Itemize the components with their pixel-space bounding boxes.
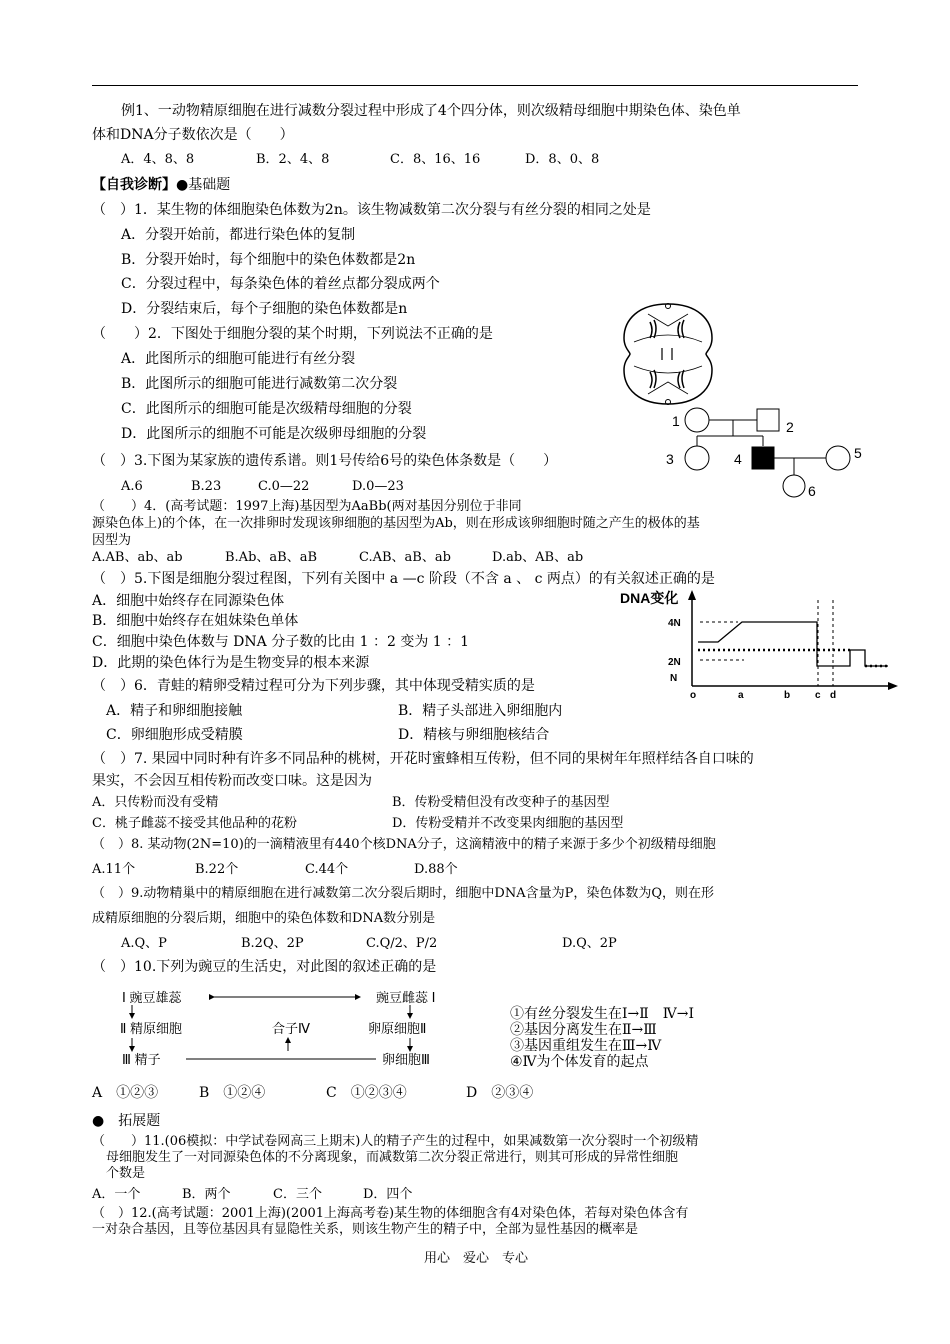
q1-option-a: A．分裂开始前，都进行染色体的复制 <box>121 227 356 243</box>
section-heading-extension: ● 拓展题 <box>92 1113 161 1129</box>
q1-stem: （ ）1．某生物的体细胞染色体数为2n。该生物减数第二次分裂与有丝分裂的相同之处是 <box>92 202 651 218</box>
q11-option-b: B．两个 <box>182 1187 231 1202</box>
example1-option-a: A．4、8、8 <box>121 152 195 167</box>
q8-stem: （ ）8. 某动物(2N=10)的一滴精液里有440个核DNA分子，这滴精液中的精子来源于多少个初级精母细胞 <box>92 837 716 852</box>
pedigree-label-4: 4 <box>734 451 742 467</box>
q6-option-c: C．卵细胞形成受精膜 <box>106 727 243 743</box>
q3-option-d: D.0—23 <box>352 479 404 494</box>
q2-option-a: A．此图所示的细胞可能进行有丝分裂 <box>121 351 356 367</box>
pedigree-label-3: 3 <box>666 451 674 467</box>
chart-title: DNA变化 <box>620 590 679 606</box>
q7-line2: 果实，不会因互相传粉而改变口味。这是因为 <box>92 773 372 789</box>
q8-option-a: A.11个 <box>92 862 136 877</box>
q12-line1: （ ）12.(高考试题：2001上海)(2001上海高考卷)某生物的体细胞含有4对染色体，若每对染色体含有 <box>92 1206 689 1221</box>
q11-line1: （ ）11.(06模拟：中学试卷网高三上期末)人的精子产生的过程中，如果减数第一次分裂时一个初级精 <box>92 1134 699 1149</box>
q8-option-d: D.88个 <box>414 862 458 877</box>
pea-life-cycle-diagram <box>110 985 480 1075</box>
example1-option-d: D．8、0、8 <box>525 152 600 167</box>
q9-option-d: D.Q、2P <box>562 936 617 951</box>
section-label: ●基础题 <box>176 177 231 193</box>
q10-option-d: D ②③④ <box>466 1085 534 1101</box>
top-rule <box>92 85 858 86</box>
q7-option-a: A．只传粉而没有受精 <box>92 795 219 810</box>
pedigree-label-2: 2 <box>786 419 794 435</box>
q9-line1: （ ）9.动物精巢中的精原细胞在进行减数第二次分裂后期时，细胞中DNA含量为P，染色体数为Q，则在形 <box>92 886 714 901</box>
q6-option-b: B．精子头部进入卵细胞内 <box>398 703 563 719</box>
q11-option-c: C．三个 <box>273 1187 322 1202</box>
q4-line3: 因型为 <box>92 533 132 548</box>
q11-option-d: D．四个 <box>363 1187 413 1202</box>
q11-line3: 个数是 <box>106 1166 146 1181</box>
section-bracket: 【自我诊断】 <box>92 177 176 193</box>
q6-stem: （ ）6．青蛙的精卵受精过程可分为下列步骤，其中体现受精实质的是 <box>92 678 535 694</box>
q10-option-a: A ①②③ <box>92 1085 159 1101</box>
q5-option-b: B．细胞中始终存在姐妹染色单体 <box>92 613 299 629</box>
node-pea-pistil: 豌豆雌蕊 Ⅰ <box>376 990 436 1005</box>
q2-stem: （ ）2．下图处于细胞分裂的某个时期，下列说法不正确的是 <box>92 326 493 342</box>
q2-option-b: B．此图所示的细胞可能进行减数第二次分裂 <box>121 376 398 392</box>
q4-line2: 源染色体上)的个体，在一次排卵时发现该卵细胞的基因型为Ab，则在形成该卵细胞时随之产生的极体的基 <box>92 516 700 531</box>
q7-option-b: B．传粉受精但没有改变种子的基因型 <box>392 795 610 810</box>
q2-option-d: D．此图所示的细胞不可能是次级卵母细胞的分裂 <box>121 426 427 442</box>
node-spermatogonium: Ⅱ 精原细胞 <box>120 1021 183 1036</box>
q11-option-a: A．一个 <box>92 1187 141 1202</box>
dna-change-chart <box>618 588 900 700</box>
q10-statement-3: ③基因重组发生在Ⅲ→Ⅳ <box>510 1038 662 1054</box>
q10-stem: （ ）10.下列为豌豆的生活史，对此图的叙述正确的是 <box>92 959 437 975</box>
y-tick-n: N <box>670 673 678 684</box>
q3-option-c: C.0—22 <box>258 479 310 494</box>
q11-line2: 母细胞发生了一对同源染色体的不分离现象，而减数第二次分裂正常进行，则其可形成的异常性细胞 <box>106 1150 679 1165</box>
q10-option-b: B ①②④ <box>199 1085 266 1101</box>
q4-line1: （ ）4．(高考试题：1997上海)基因型为AaBb(两对基因分别位于非同 <box>92 499 522 514</box>
pedigree-chart <box>660 404 870 500</box>
example1-option-b: B．2、4、8 <box>256 152 330 167</box>
y-tick-4n: 4N <box>668 618 681 629</box>
q1-option-b: B．分裂开始时，每个细胞中的染色体数都是2n <box>121 252 416 268</box>
node-pea-stamen: Ⅰ 豌豆雄蕊 <box>122 990 182 1005</box>
q7-option-d: D．传粉受精并不改变果肉细胞的基因型 <box>392 816 624 831</box>
example1-line1: 例1、一动物精原细胞在进行减数分裂过程中形成了4个四分体，则次级精母细胞中期染色体、染色单 <box>121 103 741 119</box>
example1-line2: 体和DNA分子数依次是（ ） <box>92 127 294 143</box>
q5-stem: （ ）5.下图是细胞分裂过程图，下列有关图中 a —c 阶段（不含 a 、 c 两点）的有关叙述正确的是 <box>92 571 715 587</box>
q10-statement-4: ④Ⅳ为个体发育的起点 <box>510 1054 649 1070</box>
node-egg-cell: 卵细胞Ⅲ <box>382 1052 430 1067</box>
x-tick-c: c <box>815 690 821 700</box>
example1-option-c: C．8、16、16 <box>390 152 481 167</box>
q1-option-d: D．分裂结束后，每个子细胞的染色体数都是n <box>121 301 408 317</box>
pedigree-label-1: 1 <box>672 413 680 429</box>
q5-option-c: C．细胞中染色体数与 DNA 分子数的比由 1 ：2 变为 1 ：1 <box>92 634 470 650</box>
page-footer: 用心 爱心 专心 <box>424 1251 529 1266</box>
q9-option-a: A.Q、P <box>121 936 167 951</box>
pedigree-label-6: 6 <box>808 483 816 499</box>
q5-option-a: A．细胞中始终存在同源染色体 <box>92 593 285 609</box>
x-tick-a: a <box>738 690 744 700</box>
pedigree-label-5: 5 <box>854 445 862 461</box>
q8-option-c: C.44个 <box>305 862 349 877</box>
cell-division-figure <box>618 298 718 410</box>
q5-option-d: D．此期的染色体行为是生物变异的根本来源 <box>92 655 370 671</box>
q10-statement-2: ②基因分离发生在Ⅱ→Ⅲ <box>510 1022 657 1038</box>
section-heading-basic <box>92 176 230 194</box>
x-tick-o: o <box>690 690 697 700</box>
q4-option-c: C.AB、aB、ab <box>359 550 451 565</box>
q2-option-c: C．此图所示的细胞可能是次级精母细胞的分裂 <box>121 401 412 417</box>
x-tick-d: d <box>830 690 837 700</box>
q8-option-b: B.22个 <box>195 862 239 877</box>
q4-option-d: D.ab、AB、ab <box>492 550 584 565</box>
q7-line1: （ ）7. 果园中同时种有许多不同品种的桃树，开花时蜜蜂相互传粉，但不同的果树年年照样结各自口味的 <box>92 751 754 767</box>
q4-option-a: A.AB、ab、ab <box>92 550 183 565</box>
q10-option-c: C ①②③④ <box>326 1085 407 1101</box>
q3-stem: （ ）3.下图为某家族的遗传系谱。则1号传给6号的染色体条数是（ ） <box>92 453 558 469</box>
q6-option-d: D．精核与卵细胞核结合 <box>398 727 550 743</box>
x-tick-b: b <box>784 690 791 700</box>
y-tick-2n: 2N <box>668 657 681 668</box>
q1-option-c: C．分裂过程中，每条染色体的着丝点都分裂成两个 <box>121 276 440 292</box>
node-sperm: Ⅲ 精子 <box>122 1052 161 1067</box>
q6-option-a: A．精子和卵细胞接触 <box>106 703 243 719</box>
q3-option-b: B.23 <box>191 479 222 494</box>
q3-option-a: A.6 <box>121 479 143 494</box>
q7-option-c: C．桃子雌蕊不接受其他品种的花粉 <box>92 816 297 831</box>
q4-option-b: B.Ab、aB、aB <box>225 550 318 565</box>
q9-line2: 成精原细胞的分裂后期，细胞中的染色体数和DNA数分别是 <box>92 911 436 926</box>
node-zygote: 合子Ⅳ <box>272 1021 310 1036</box>
q12-line2: 一对杂合基因，且等位基因具有显隐性关系，则该生物产生的精子中，全部为显性基因的概率是 <box>92 1222 639 1237</box>
q9-option-c: C.Q/2、P/2 <box>366 936 438 951</box>
q10-statement-1: ①有丝分裂发生在Ⅰ→Ⅱ Ⅳ→Ⅰ <box>510 1006 695 1022</box>
node-oogonium: 卵原细胞Ⅱ <box>368 1021 427 1036</box>
q9-option-b: B.2Q、2P <box>241 936 304 951</box>
